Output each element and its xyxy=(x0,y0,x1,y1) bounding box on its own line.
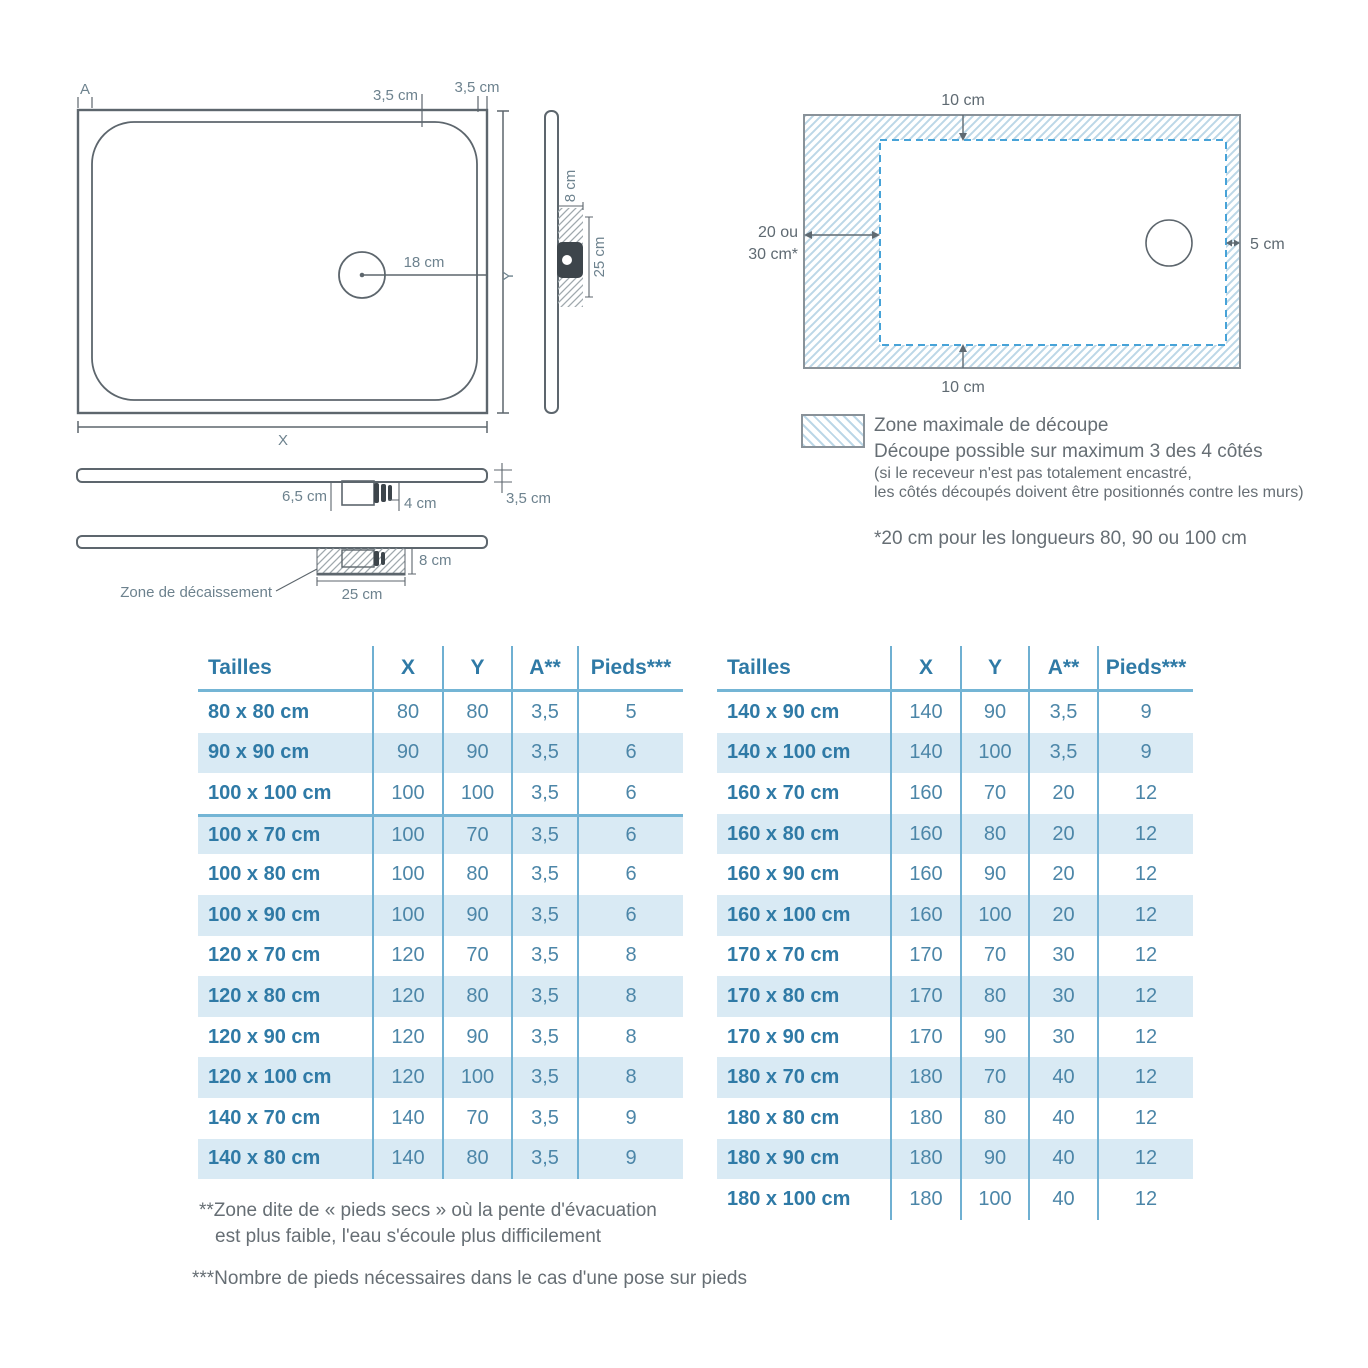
value-cell: 120 xyxy=(372,1057,442,1098)
value-cell: 9 xyxy=(577,1098,683,1139)
table-row xyxy=(198,692,683,733)
header-a: A** xyxy=(511,646,577,689)
size-cell: 160 x 90 cm xyxy=(727,863,840,886)
cut-right-dim: 5 cm xyxy=(1250,236,1285,253)
value-cell: 170 xyxy=(890,936,960,977)
header-pieds: Pieds*** xyxy=(577,646,683,689)
y-dimension-line xyxy=(497,111,509,413)
value-cell: 100 xyxy=(372,817,442,855)
value-cell: 3,5 xyxy=(511,1017,577,1058)
sizes-table-left xyxy=(198,646,683,1179)
recess-zone-label: Zone de décaissement xyxy=(120,584,272,601)
size-cell: 120 x 90 cm xyxy=(208,1025,321,1048)
value-cell: 3,5 xyxy=(511,692,577,733)
cut-zone-diagram xyxy=(740,85,1368,405)
trap-body xyxy=(342,481,374,505)
value-cell: 90 xyxy=(960,1139,1028,1180)
table-row xyxy=(717,1098,1193,1139)
legend-line: Découpe possible sur maximum 3 des 4 côtés xyxy=(874,441,1263,462)
header-pieds: Pieds*** xyxy=(1097,646,1193,689)
value-cell: 12 xyxy=(1097,1179,1193,1220)
value-cell: 80 xyxy=(442,692,511,733)
value-cell: 20 xyxy=(1028,773,1097,814)
value-cell: 3,5 xyxy=(511,1139,577,1180)
value-cell: 120 xyxy=(372,976,442,1017)
value-cell: 3,5 xyxy=(1028,733,1097,774)
y-axis-label: Y xyxy=(500,270,517,282)
sizes-table-right xyxy=(717,646,1193,1220)
table-row xyxy=(717,1139,1193,1180)
trap-offset-dim: 6,5 cm xyxy=(281,488,327,505)
value-cell: 160 xyxy=(890,854,960,895)
cut-top-dim: 10 cm xyxy=(941,92,985,109)
table-row xyxy=(198,976,683,1017)
value-cell: 160 xyxy=(890,773,960,814)
value-cell: 3,5 xyxy=(511,895,577,936)
table-row xyxy=(717,773,1193,814)
drain-circle xyxy=(1146,220,1192,266)
table-row xyxy=(717,895,1193,936)
value-cell: 9 xyxy=(1097,692,1193,733)
table-row xyxy=(198,814,683,855)
table-row xyxy=(717,692,1193,733)
value-cell: 70 xyxy=(442,936,511,977)
size-cell: 180 x 70 cm xyxy=(727,1066,840,1089)
value-cell: 6 xyxy=(577,895,683,936)
value-cell: 12 xyxy=(1097,1017,1193,1058)
size-cell: 170 x 70 cm xyxy=(727,944,840,967)
drain-dim: 18 cm xyxy=(403,254,445,271)
size-cell: 170 x 90 cm xyxy=(727,1025,840,1048)
value-cell: 12 xyxy=(1097,854,1193,895)
legend-line: (si le receveur n'est pas totalement encastré, xyxy=(874,465,1192,482)
value-cell: 120 xyxy=(372,1017,442,1058)
footnotes xyxy=(185,1198,845,1292)
size-cell: 100 x 100 cm xyxy=(208,781,332,804)
value-cell: 80 xyxy=(960,814,1028,855)
table-row xyxy=(198,854,683,895)
value-cell: 140 xyxy=(372,1139,442,1180)
recess-hatch xyxy=(317,548,405,575)
header-a: A** xyxy=(1028,646,1097,689)
value-cell: 40 xyxy=(1028,1179,1097,1220)
footnote-feet-count: ***Nombre de pieds nécessaires dans le cas d'une pose sur pieds xyxy=(192,1268,747,1289)
size-cell: 180 x 80 cm xyxy=(727,1106,840,1129)
value-cell: 9 xyxy=(577,1139,683,1180)
table-header-row xyxy=(717,646,1193,692)
table-row xyxy=(198,773,683,814)
rim-right-dim: 3,5 cm xyxy=(454,79,500,96)
value-cell: 80 xyxy=(442,976,511,1017)
size-cell: 180 x 90 cm xyxy=(727,1147,840,1170)
value-cell: 20 xyxy=(1028,854,1097,895)
recess-depth-dim: 8 cm xyxy=(419,552,452,569)
size-cell: 140 x 100 cm xyxy=(727,741,851,764)
header-tailles: Tailles xyxy=(727,655,791,679)
value-cell: 6 xyxy=(577,854,683,895)
size-cell: 140 x 80 cm xyxy=(208,1147,321,1170)
size-cell: 100 x 80 cm xyxy=(208,863,321,886)
value-cell: 3,5 xyxy=(511,854,577,895)
tray-edge-view xyxy=(545,111,608,413)
tray-recess-section-view xyxy=(77,536,487,603)
value-cell: 180 xyxy=(890,1139,960,1180)
value-cell: 180 xyxy=(890,1098,960,1139)
legend-title: Zone maximale de découpe xyxy=(874,415,1109,436)
value-cell: 8 xyxy=(577,976,683,1017)
value-cell: 90 xyxy=(960,854,1028,895)
footnote-dry-feet-line1: **Zone dite de « pieds secs » où la pente d'évacuation xyxy=(199,1200,657,1221)
rim-label-a: A xyxy=(79,81,91,98)
tray-section-view xyxy=(77,463,551,512)
size-cell: 160 x 70 cm xyxy=(727,781,840,804)
value-cell: 3,5 xyxy=(511,817,577,855)
value-cell: 100 xyxy=(372,854,442,895)
value-cell: 40 xyxy=(1028,1057,1097,1098)
size-cell: 100 x 70 cm xyxy=(208,824,321,847)
value-cell: 100 xyxy=(960,895,1028,936)
table-row xyxy=(198,1098,683,1139)
value-cell: 30 xyxy=(1028,936,1097,977)
header-y: Y xyxy=(442,646,511,689)
table-row xyxy=(198,733,683,774)
size-cell: 90 x 90 cm xyxy=(208,741,310,764)
tray-top-view xyxy=(78,79,517,449)
size-cell: 100 x 90 cm xyxy=(208,903,321,926)
legend-note: *20 cm pour les longueurs 80, 90 ou 100 cm xyxy=(874,528,1247,549)
rim-extension-lines xyxy=(78,97,92,108)
value-cell: 180 xyxy=(890,1057,960,1098)
value-cell: 6 xyxy=(577,773,683,814)
value-cell: 140 xyxy=(890,692,960,733)
value-cell: 80 xyxy=(442,854,511,895)
value-cell: 12 xyxy=(1097,1139,1193,1180)
trap-height-dim: 4 cm xyxy=(404,495,437,512)
value-cell: 12 xyxy=(1097,1098,1193,1139)
value-cell: 100 xyxy=(960,733,1028,774)
value-cell: 90 xyxy=(372,733,442,774)
header-x: X xyxy=(372,646,442,689)
value-cell: 90 xyxy=(442,733,511,774)
recess-width-dim: 25 cm xyxy=(341,586,383,603)
table-row xyxy=(198,895,683,936)
size-cell: 160 x 100 cm xyxy=(727,903,851,926)
value-cell: 70 xyxy=(960,1057,1028,1098)
table-row xyxy=(717,814,1193,855)
value-cell: 180 xyxy=(890,1179,960,1220)
value-cell: 140 xyxy=(890,733,960,774)
value-cell: 3,5 xyxy=(511,773,577,814)
tray-technical-drawing xyxy=(0,0,700,620)
table-header-row xyxy=(198,646,683,692)
table-row xyxy=(717,936,1193,977)
value-cell: 70 xyxy=(442,817,511,855)
value-cell: 160 xyxy=(890,814,960,855)
rim-top-dim: 3,5 cm xyxy=(372,87,418,104)
value-cell: 120 xyxy=(372,936,442,977)
value-cell: 100 xyxy=(960,1179,1028,1220)
value-cell: 8 xyxy=(577,1057,683,1098)
value-cell: 20 xyxy=(1028,895,1097,936)
value-cell: 170 xyxy=(890,976,960,1017)
x-axis-label: X xyxy=(277,432,289,449)
size-cell: 120 x 80 cm xyxy=(208,984,321,1007)
value-cell: 3,5 xyxy=(511,936,577,977)
value-cell: 80 xyxy=(372,692,442,733)
value-cell: 8 xyxy=(577,936,683,977)
value-cell: 30 xyxy=(1028,976,1097,1017)
value-cell: 3,5 xyxy=(511,733,577,774)
size-cell: 140 x 90 cm xyxy=(727,700,840,723)
value-cell: 9 xyxy=(1097,733,1193,774)
value-cell: 80 xyxy=(442,1139,511,1180)
value-cell: 40 xyxy=(1028,1139,1097,1180)
table-row xyxy=(717,1057,1193,1098)
value-cell: 12 xyxy=(1097,936,1193,977)
value-cell: 12 xyxy=(1097,976,1193,1017)
value-cell: 3,5 xyxy=(511,1098,577,1139)
value-cell: 170 xyxy=(890,1017,960,1058)
legend-line: les côtés découpés doivent être positionnés contre les murs) xyxy=(874,484,1304,501)
hatch-legend-swatch xyxy=(801,414,865,448)
table-row xyxy=(717,854,1193,895)
footnote-dry-feet-line2: est plus faible, l'eau s'écoule plus difficilement xyxy=(215,1226,602,1247)
table-row xyxy=(198,936,683,977)
cut-bottom-dim: 10 cm xyxy=(941,379,985,396)
size-cell: 80 x 80 cm xyxy=(208,700,310,723)
value-cell: 12 xyxy=(1097,895,1193,936)
table-row xyxy=(717,733,1193,774)
value-cell: 90 xyxy=(442,1017,511,1058)
value-cell: 140 xyxy=(372,1098,442,1139)
size-cell: 120 x 100 cm xyxy=(208,1066,332,1089)
value-cell: 100 xyxy=(442,1057,511,1098)
value-cell: 3,5 xyxy=(1028,692,1097,733)
value-cell: 5 xyxy=(577,692,683,733)
value-cell: 3,5 xyxy=(511,1057,577,1098)
value-cell: 100 xyxy=(372,773,442,814)
header-x: X xyxy=(890,646,960,689)
edge-zone-dim: 25 cm xyxy=(591,236,608,278)
size-cell: 160 x 80 cm xyxy=(727,822,840,845)
header-tailles: Tailles xyxy=(208,655,272,679)
table-row xyxy=(717,1017,1193,1058)
value-cell: 12 xyxy=(1097,814,1193,855)
value-cell: 90 xyxy=(960,692,1028,733)
value-cell: 12 xyxy=(1097,773,1193,814)
size-cell: 170 x 80 cm xyxy=(727,984,840,1007)
size-cell: 180 x 100 cm xyxy=(727,1187,851,1210)
value-cell: 70 xyxy=(442,1098,511,1139)
value-cell: 80 xyxy=(960,976,1028,1017)
value-cell: 90 xyxy=(442,895,511,936)
value-cell: 70 xyxy=(960,773,1028,814)
cut-left-dim-line1: 20 ou xyxy=(757,224,798,241)
value-cell: 90 xyxy=(960,1017,1028,1058)
value-cell: 12 xyxy=(1097,1057,1193,1098)
value-cell: 6 xyxy=(577,733,683,774)
size-cell: 140 x 70 cm xyxy=(208,1106,321,1129)
cut-left-dim-line2: 30 cm* xyxy=(748,246,798,263)
value-cell: 160 xyxy=(890,895,960,936)
table-row xyxy=(198,1139,683,1180)
header-y: Y xyxy=(960,646,1028,689)
value-cell: 70 xyxy=(960,936,1028,977)
edge-depth-dim: 8 cm xyxy=(562,169,579,203)
table-row xyxy=(198,1057,683,1098)
value-cell: 6 xyxy=(577,817,683,855)
table-row xyxy=(198,1017,683,1058)
value-cell: 80 xyxy=(960,1098,1028,1139)
legend xyxy=(874,412,1314,550)
value-cell: 8 xyxy=(577,1017,683,1058)
value-cell: 100 xyxy=(372,895,442,936)
table-row xyxy=(717,976,1193,1017)
value-cell: 30 xyxy=(1028,1017,1097,1058)
value-cell: 40 xyxy=(1028,1098,1097,1139)
thickness-dim: 3,5 cm xyxy=(506,490,552,507)
value-cell: 3,5 xyxy=(511,976,577,1017)
size-cell: 120 x 70 cm xyxy=(208,944,321,967)
value-cell: 100 xyxy=(442,773,511,814)
value-cell: 20 xyxy=(1028,814,1097,855)
